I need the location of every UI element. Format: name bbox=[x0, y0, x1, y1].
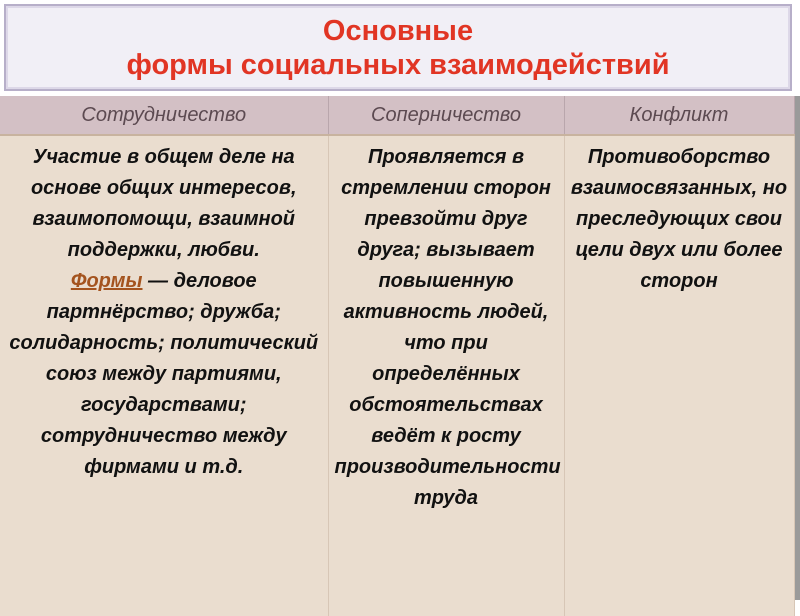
table-row bbox=[0, 135, 794, 616]
cell-cooperation bbox=[0, 135, 328, 616]
header-conflict: Конфликт bbox=[564, 96, 794, 135]
header-rivalry: Соперничество bbox=[328, 96, 564, 135]
interaction-forms-table bbox=[0, 96, 795, 616]
cooperation-forms-text: — деловое партнёрство; дружба; солидарность; политический союз между партиями, государствами; сотрудничество между фирмами и т.д. bbox=[9, 270, 319, 478]
table-header-row bbox=[0, 96, 794, 135]
cell-conflict bbox=[564, 135, 794, 616]
conflict-text: Противоборство взаимосвязанных, но преследующих свои цели двух или более сторон bbox=[570, 146, 788, 292]
title-line-1: Основные bbox=[322, 15, 474, 47]
cooperation-intro: Участие в общем деле на основе общих интересов, взаимопомощи, взаимной поддержки, любви. bbox=[30, 146, 297, 261]
forms-link[interactable]: Формы bbox=[70, 270, 143, 292]
title-banner bbox=[4, 4, 792, 91]
cell-rivalry bbox=[328, 135, 564, 616]
header-cooperation: Сотрудничество bbox=[0, 96, 328, 135]
title-line-2: формы социальных взаимодействий bbox=[126, 49, 670, 81]
rivalry-text: Проявляется в стремлении сторон превзойти друг друга; вызывает повышенную активность людей, что при определённых обстоятельствах ведёт к росту производительности труда bbox=[334, 146, 561, 509]
